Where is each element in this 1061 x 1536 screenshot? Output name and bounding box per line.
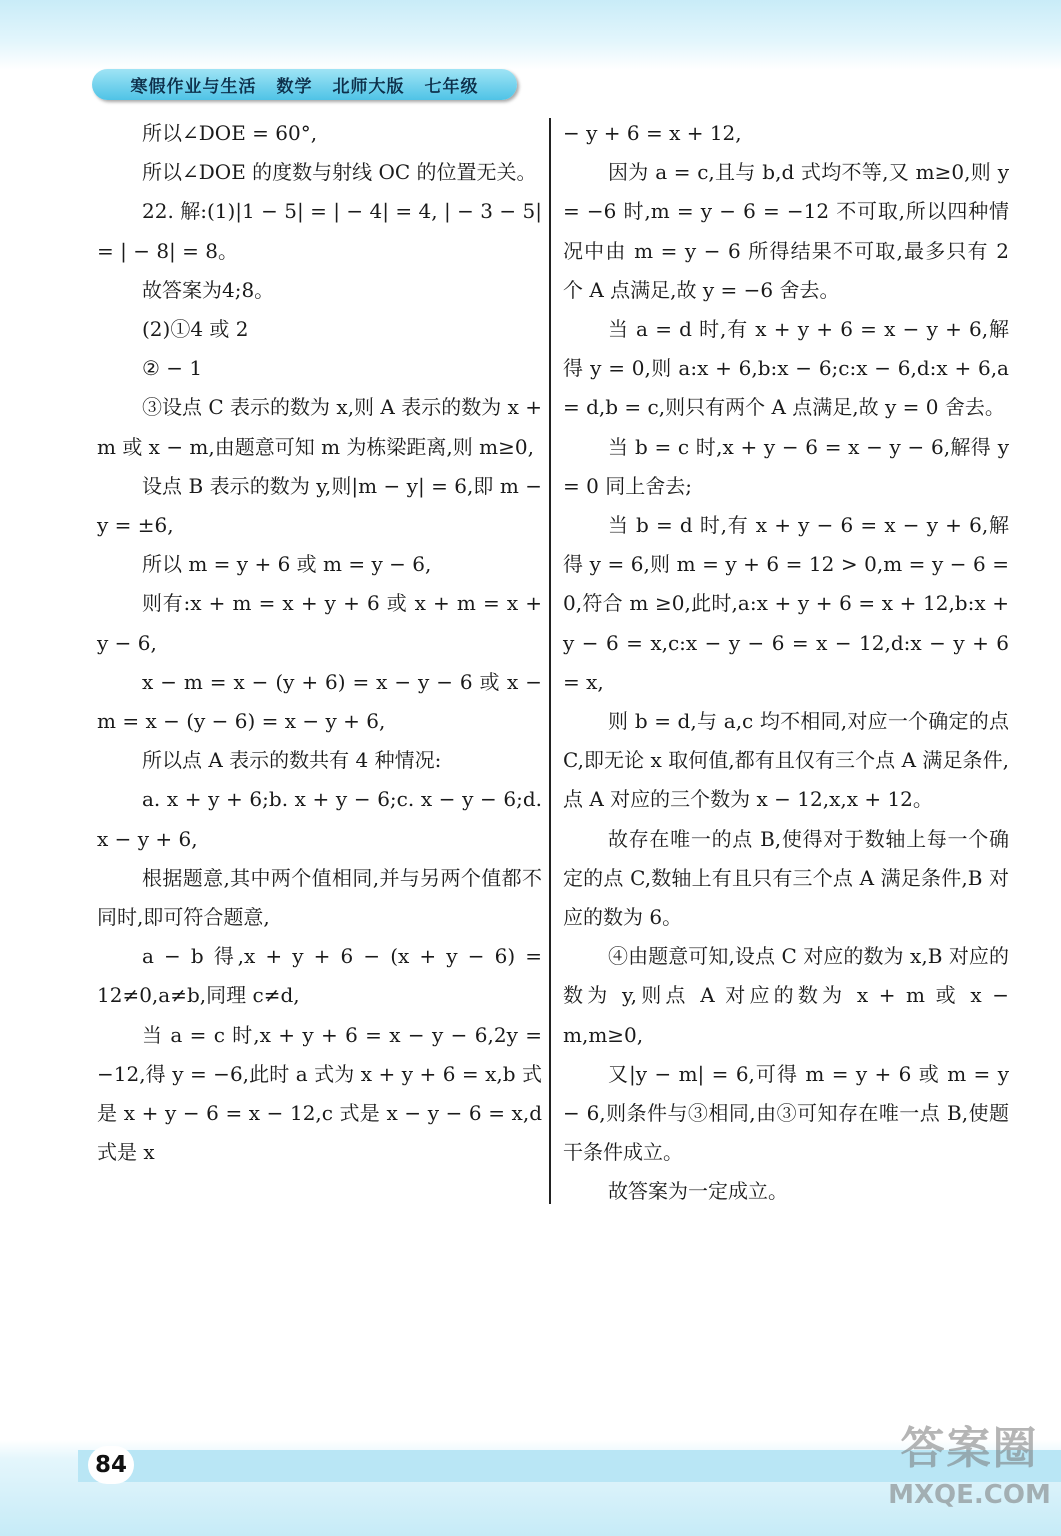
book-header-banner	[92, 69, 517, 100]
column-divider	[549, 118, 551, 1204]
paragraph: a. x + y + 6;b. x + y − 6;c. x − y − 6;d. x − y + 6,	[97, 787, 542, 851]
site-watermark-logo	[882, 1420, 1057, 1530]
top-decorative-band	[0, 0, 1061, 70]
paragraph: 则 b = d,与 a,c 均不相同,对应一个确定的点 C,即无论 x 取何值,都有且仅有三个点 A 满足条件,点 A 对应的三个数为 x − 12,x,x + 12。	[563, 709, 1009, 812]
watermark-logo-text: 答案圈	[900, 1423, 1039, 1474]
paragraph: 所以∠DOE 的度数与射线 OC 的位置无关。	[142, 160, 537, 185]
paragraph: 所以 m = y + 6 或 m = y − 6,	[142, 552, 432, 577]
right-text-column	[563, 114, 1009, 1212]
paragraph: 根据题意,其中两个值相同,并与另两个值都不同时,即可符合题意,	[97, 865, 542, 930]
paragraph: 当 b = c 时,x + y − 6 = x − y − 6,解得 y = 0 同上舍去;	[563, 434, 1009, 498]
paragraph: 故存在唯一的点 B,使得对于数轴上每一个确定的点 C,数轴上有且只有三个点 A 满足条件,B 对应的数为 6。	[563, 826, 1009, 930]
left-text-column	[97, 114, 542, 1172]
paragraph: ④由题意可知,设点 C 对应的数为 x,B 对应的数为 y,则点 A 对应的数为 x + m 或 x − m,m≥0,	[563, 944, 1009, 1047]
grade-label: 七年级	[424, 77, 479, 97]
paragraph: 因为 a = c,且与 b,d 式均不等,又 m≥0,则 y = −6 时,m = y − 6 = −12 不可取,所以四种情况中由 m = y − 6 所得结果不可取,最多只有 2 个 A 点满足,故 y = −6 舍去。	[563, 160, 1009, 302]
paragraph: 则有:x + m = x + y + 6 或 x + m = x + y − 6,	[97, 591, 542, 655]
paragraph: a − b 得,x + y + 6 − (x + y − 6) = 12≠0,a≠b,同理 c≠d,	[97, 944, 542, 1008]
paragraph: 当 a = c 时,x + y + 6 = x − y − 6,2y = −12,得 y = −6,此时 a 式为 x + y + 6 = x,b 式是 x + y − 6 = x − 12,c 式是 x − y − 6 = x,d 式是 x	[97, 1022, 542, 1165]
paragraph: 又|y − m| = 6,可得 m = y + 6 或 m = y − 6,则条件与③相同,由③可知存在唯一点 B,使题干条件成立。	[563, 1061, 1009, 1165]
paragraph: 所以点 A 表示的数共有 4 种情况:	[142, 748, 442, 773]
paragraph: ③设点 C 表示的数为 x,则 A 表示的数为 x + m 或 x − m,由题意可知 m 为栋梁距离,则 m≥0,	[97, 395, 542, 459]
paragraph: 当 a = d 时,有 x + y + 6 = x − y + 6,解得 y = 0,则 a:x + 6,b:x − 6;c:x − 6,d:x + 6,a = d,b = c,则只有两个 A 点满足,故 y = 0 舍去。	[563, 317, 1009, 420]
paragraph: 22. 解:(1)|1 − 5| = | − 4| = 4, | − 3 − 5| = | − 8| = 8。	[97, 199, 542, 263]
paragraph: ② − 1	[142, 356, 203, 381]
paragraph: 所以∠DOE = 60°,	[142, 121, 318, 145]
paragraph: 当 b = d 时,有 x + y − 6 = x − y + 6,解得 y = 6,则 m = y + 6 = 12 > 0,m = y − 6 = 0,符合 m ≥0,此时,a:x + y + 6 = x + 12,b:x + y − 6 = x,c:x − y − 6 = x − 12,d:x − y + 6 = x,	[563, 513, 1009, 694]
paragraph: − y + 6 = x + 12,	[563, 121, 742, 145]
paragraph: 故答案为一定成立。	[608, 1179, 788, 1204]
watermark-url: MXQE.COM	[888, 1480, 1051, 1510]
paragraph: x − m = x − (y + 6) = x − y − 6 或 x − m = x − (y − 6) = x − y + 6,	[97, 669, 542, 734]
edition-label: 北师大版	[332, 77, 405, 97]
paragraph: 故答案为4;8。	[142, 277, 275, 302]
paragraph: (2)①4 或 2	[142, 317, 249, 342]
paragraph: 设点 B 表示的数为 y,则|m − y| = 6,即 m − y = ±6,	[97, 473, 542, 538]
book-title: 寒假作业与生活	[130, 77, 257, 97]
page-number: 84	[88, 1446, 134, 1484]
subject-label: 数学	[276, 77, 313, 97]
